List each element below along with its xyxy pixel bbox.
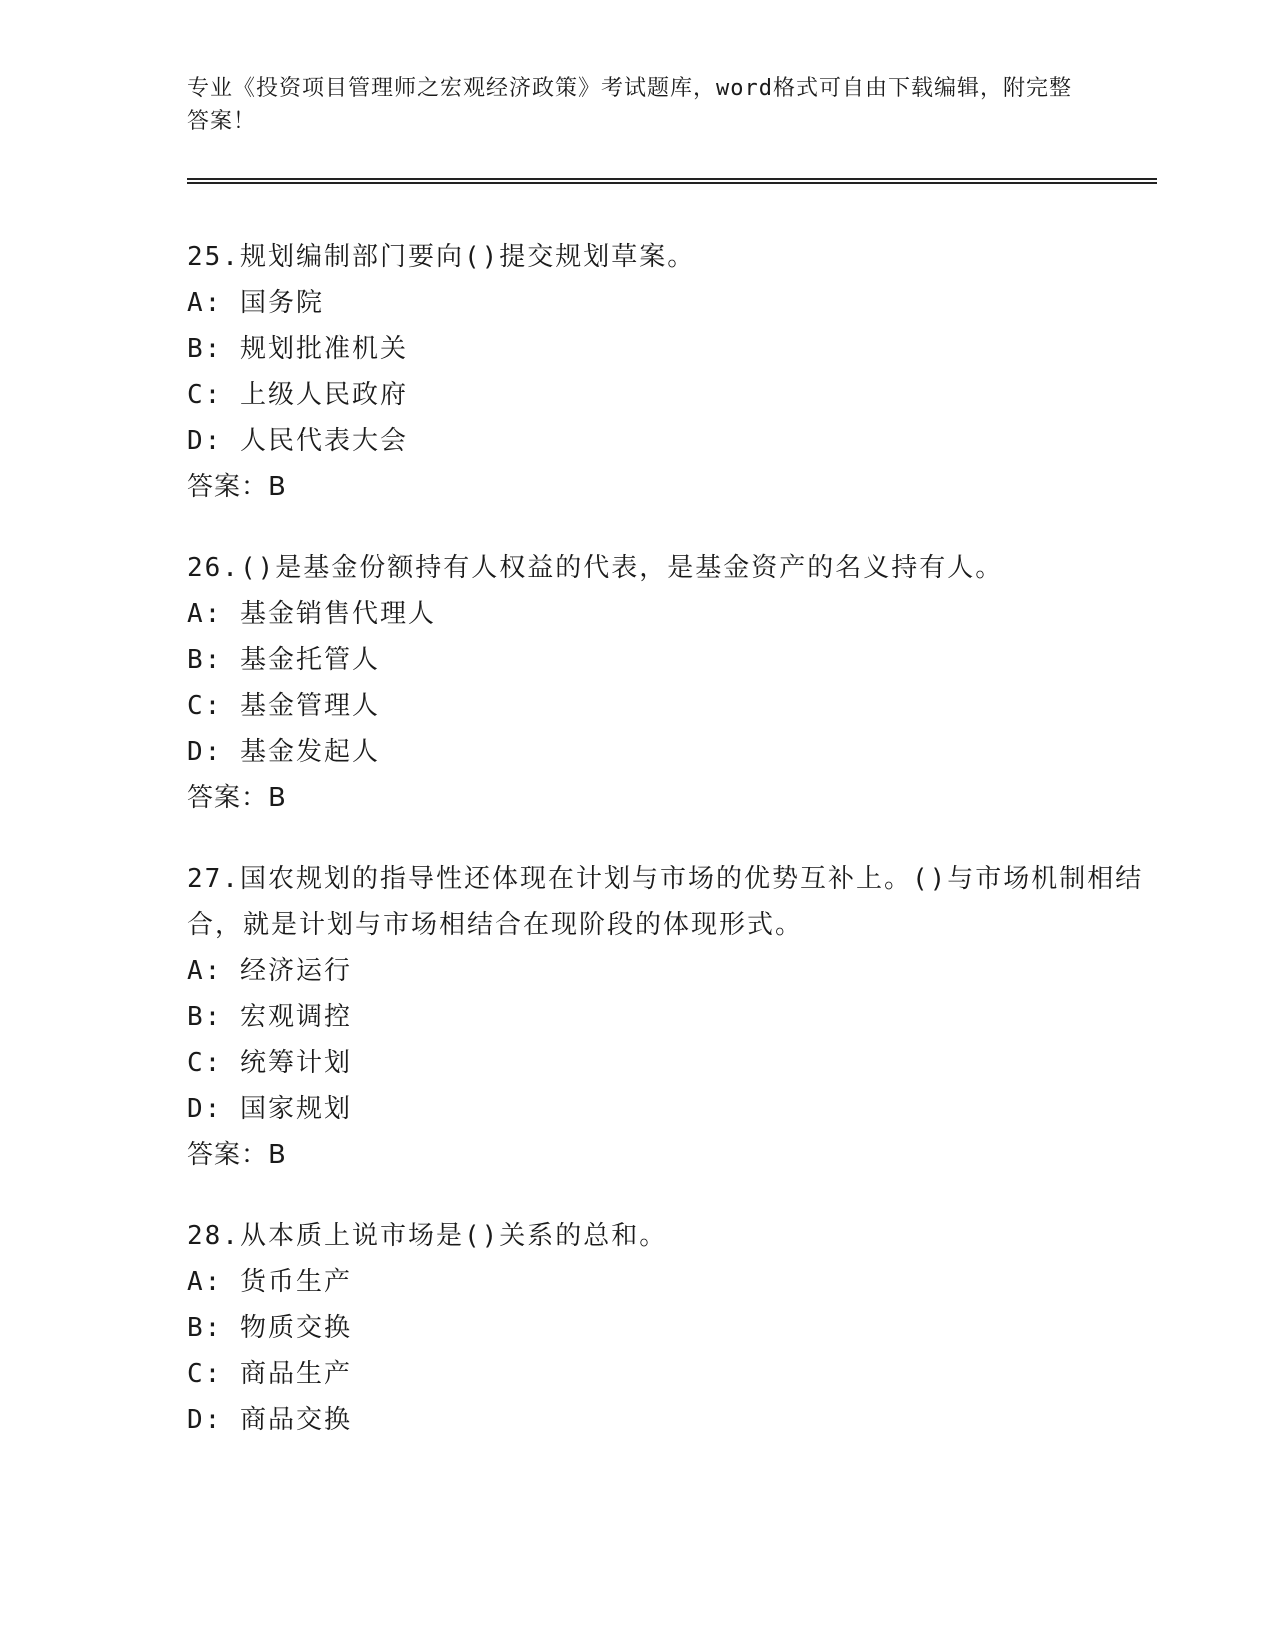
header-divider (187, 178, 1157, 184)
question-stem: 28.从本质上说市场是()关系的总和。 (187, 1221, 668, 1251)
question-stem: 27.国农规划的指导性还体现在计划与市场的优势互补上。()与市场机制相结合，就是计划与市场相结合在现阶段的体现形式。 (187, 864, 1144, 940)
question-item (187, 234, 1157, 510)
option-b: B: 物质交换 (187, 1313, 352, 1343)
question-item (187, 1213, 1157, 1443)
option-b: B: 基金托管人 (187, 645, 380, 675)
option-b: B: 宏观调控 (187, 1002, 352, 1032)
option-c: C: 统筹计划 (187, 1048, 352, 1078)
option-d: D: 人民代表大会 (187, 426, 408, 456)
option-d: D: 商品交换 (187, 1405, 352, 1435)
option-c: C: 上级人民政府 (187, 380, 408, 410)
option-c: C: 商品生产 (187, 1359, 352, 1389)
question-stem: 26.()是基金份额持有人权益的代表，是基金资产的名义持有人。 (187, 553, 1004, 583)
question-stem: 25.规划编制部门要向()提交规划草案。 (187, 242, 696, 272)
option-c: C: 基金管理人 (187, 691, 380, 721)
answer-line: 答案：B (187, 472, 287, 502)
question-item (187, 856, 1157, 1178)
option-a: A: 国务院 (187, 288, 324, 318)
option-a: A: 货币生产 (187, 1267, 352, 1297)
option-a: A: 经济运行 (187, 956, 352, 986)
option-d: D: 基金发起人 (187, 737, 380, 767)
question-item (187, 545, 1157, 821)
option-d: D: 国家规划 (187, 1094, 352, 1124)
answer-line: 答案：B (187, 1140, 287, 1170)
option-a: A: 基金销售代理人 (187, 599, 436, 629)
document-header: 专业《投资项目管理师之宏观经济政策》考试题库，word格式可自由下载编辑，附完整答案！ (187, 76, 1072, 134)
answer-line: 答案：B (187, 783, 287, 813)
question-list (187, 234, 1157, 1478)
option-b: B: 规划批准机关 (187, 334, 408, 364)
